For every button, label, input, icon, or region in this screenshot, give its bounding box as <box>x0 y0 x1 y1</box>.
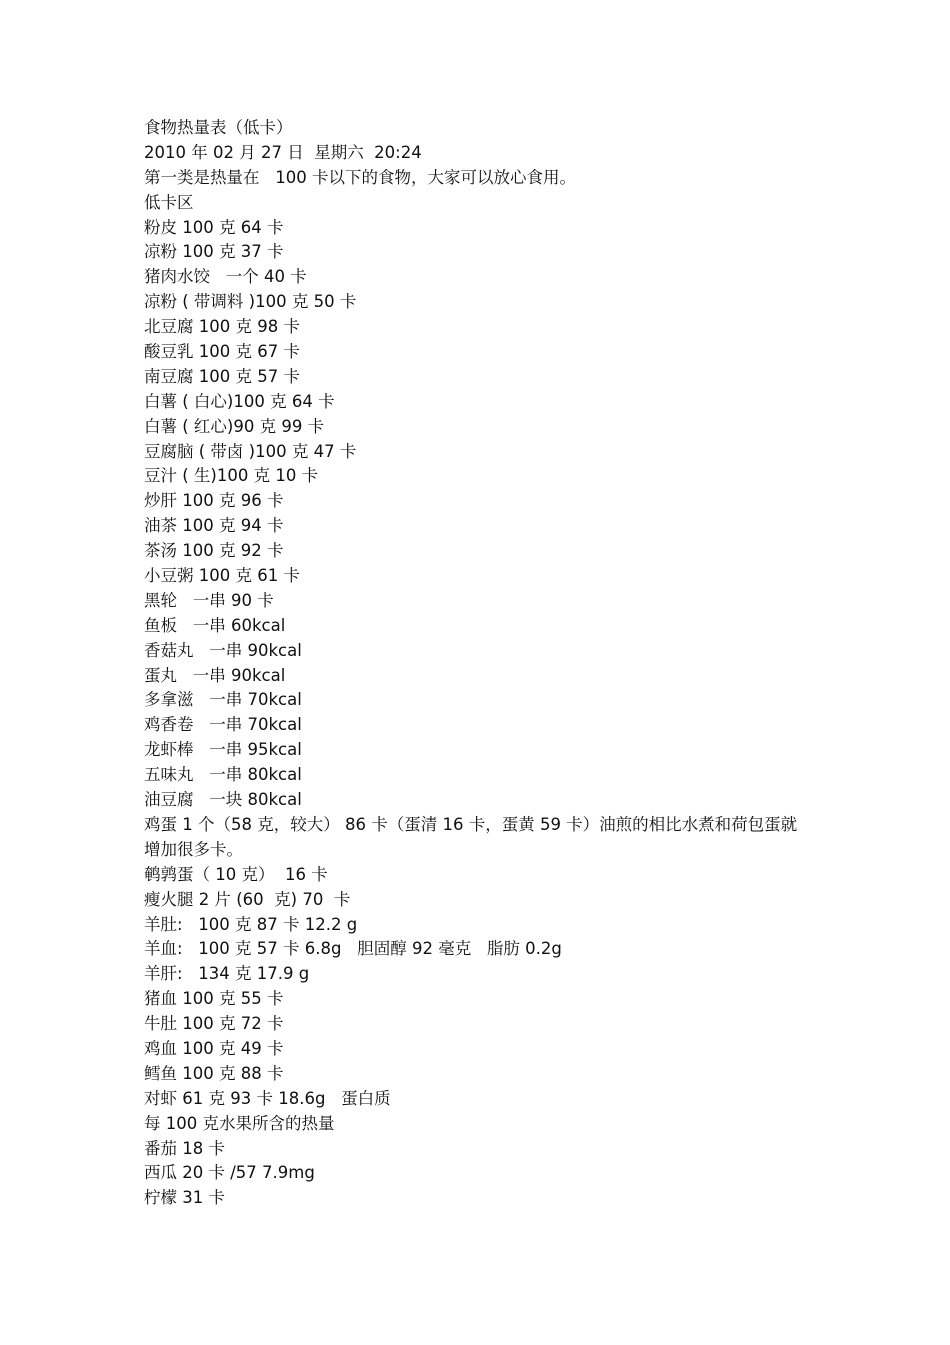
food-item: 小豆粥 100 克 61 卡 <box>144 566 300 586</box>
food-list <box>144 216 824 813</box>
fruit-heading: 每 100 克水果所含的热量 <box>144 1113 335 1133</box>
food-item: 油豆腐 一块 80kcal <box>144 790 302 810</box>
food-item: 猪肉水饺 一个 40 卡 <box>144 267 307 287</box>
intro-text: 第一类是热量在 100 卡以下的食物，大家可以放心食用。 <box>144 167 576 187</box>
food-item: 黑轮 一串 90 卡 <box>144 590 274 610</box>
document-date: 2010 年 02 月 27 日 星期六 20:24 <box>144 142 422 162</box>
fruit-list <box>144 1137 824 1212</box>
food-item: 白薯 ( 红心)90 克 99 卡 <box>144 416 325 436</box>
section-heading: 低卡区 <box>144 192 194 212</box>
food-item: 茶汤 100 克 92 卡 <box>144 541 284 561</box>
fruit-item: 番茄 18 卡 <box>144 1138 225 1158</box>
fruit-item: 柠檬 31 卡 <box>144 1188 225 1208</box>
food-item: 凉粉 ( 带调料 )100 克 50 卡 <box>144 292 357 312</box>
food-item: 鸡香卷 一串 70kcal <box>144 715 302 735</box>
food-item: 酸豆乳 100 克 67 卡 <box>144 342 300 362</box>
food-item: 蛋丸 一串 90kcal <box>144 665 286 685</box>
food-item: 龙虾棒 一串 95kcal <box>144 740 302 760</box>
document-title: 食物热量表（低卡） <box>144 118 293 137</box>
food-item: 豆汁 ( 生)100 克 10 卡 <box>144 466 319 486</box>
food-item: 粉皮 100 克 64 卡 <box>144 217 284 237</box>
food-item: 北豆腐 100 克 98 卡 <box>144 317 300 337</box>
food-item: 羊血: 100 克 57 卡 6.8g 胆固醇 92 毫克 脂肪 0.2g <box>144 939 562 959</box>
food-item: 猪血 100 克 55 卡 <box>144 989 284 1009</box>
food-item: 瘦火腿 2 片 (60 克) 70 卡 <box>144 889 351 909</box>
fruit-item: 西瓜 20 卡 /57 7.9mg <box>144 1163 315 1183</box>
food-item: 炒肝 100 克 96 卡 <box>144 491 284 511</box>
food-item: 鸡血 100 克 49 卡 <box>144 1038 284 1058</box>
food-item: 鱼板 一串 60kcal <box>144 615 286 635</box>
food-item: 羊肚: 100 克 87 卡 12.2 g <box>144 914 358 934</box>
food-item: 五味丸 一串 80kcal <box>144 765 302 785</box>
food-item: 多拿滋 一串 70kcal <box>144 690 302 710</box>
food-item: 南豆腐 100 克 57 卡 <box>144 366 300 386</box>
food-item: 对虾 61 克 93 卡 18.6g 蛋白质 <box>144 1088 391 1108</box>
food-item: 白薯 ( 白心)100 克 64 卡 <box>144 391 335 411</box>
food-item: 羊肝: 134 克 17.9 g <box>144 964 310 984</box>
egg-entry: 鸡蛋 1 个（58 克，较大） 86 卡（蛋清 16 卡，蛋黄 59 卡）油煎的相比水煮和荷包蛋就增加很多卡。 <box>144 814 798 859</box>
food-item: 牛肚 100 克 72 卡 <box>144 1014 284 1034</box>
document-body <box>144 116 824 1211</box>
food-item: 油茶 100 克 94 卡 <box>144 516 284 536</box>
food-item: 鹌鹑蛋（ 10 克） 16 卡 <box>144 864 328 884</box>
food-item: 鳕鱼 100 克 88 卡 <box>144 1063 284 1083</box>
food-item: 豆腐脑 ( 带卤 )100 克 47 卡 <box>144 441 357 461</box>
food-item: 凉粉 100 克 37 卡 <box>144 242 284 262</box>
food-list-2 <box>144 863 824 1112</box>
food-item: 香菇丸 一串 90kcal <box>144 640 302 660</box>
